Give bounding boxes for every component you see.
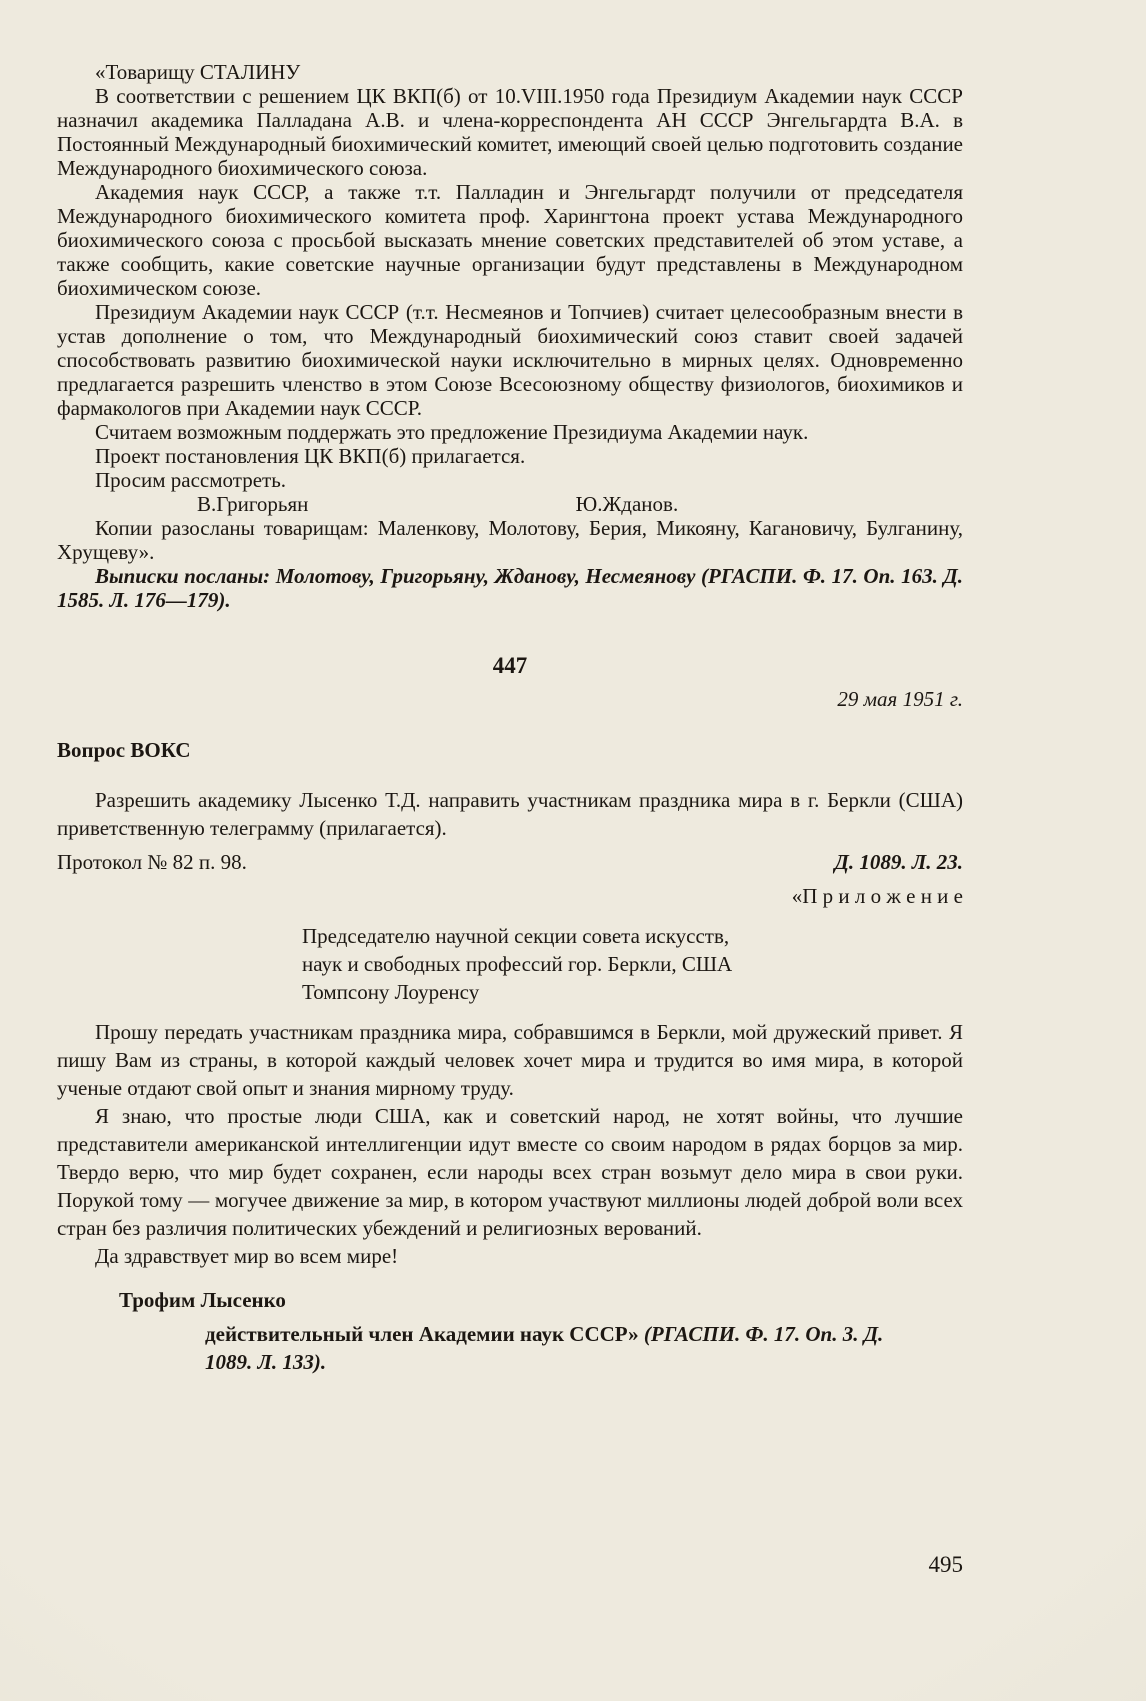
paragraph: Считаем возможным поддержать это предложение Президиума Академии наук. — [95, 420, 809, 444]
paragraph: Проект постановления ЦК ВКП(б) прилагается. — [95, 444, 526, 468]
signature-title-line — [205, 1320, 935, 1376]
paragraph: В соответствии с решением ЦК ВКП(б) от 10.VIII.1950 года Президиум Академии наук СССР назначил академика Палладана А.В. и члена-корреспондента АН СССР Энгельгардта В.А. в Постоянный Международный биохимический комитет, имеющий своей целью подготовить создание Международного биохимического союза. — [57, 84, 963, 180]
paragraph: Я знаю, что простые люди США, как и советский народ, не хотят войны, что лучшие представители американской интеллигенции идут вместе со своим народом в рядах борцов за мир. Твердо верю, что мир будет сохранен, если народы всех стран возьмут дело мира в свои руки. Порукой тому — могучее движение за мир, в котором участвуют миллионы людей доброй воли всех стран без различия политических убеждений и религиозных верований. — [57, 1104, 963, 1240]
page-content — [57, 60, 963, 1376]
paragraph: Разрешить академику Лысенко Т.Д. направить участникам праздника мира в г. Беркли (США) приветственную телеграмму (прилагается). — [57, 788, 963, 840]
paragraph: Просим рассмотреть. — [95, 468, 287, 492]
paragraph: Президиум Академии наук СССР (т.т. Несмеянов и Топчиев) считает целесообразным внести в устав дополнение о том, что Международный биохимический союз ставит своей задачей способствовать развитию биохимической науки исключительно в мирных целях. Одновременно предлагается разрешить членство в этом Союзе Всесоюзному обществу физиологов, биохимиков и фармакологов при Академии наук СССР. — [57, 300, 963, 420]
letter-salutation: «Товарищу СТАЛИНУ — [95, 60, 301, 84]
document-letter-to-stalin — [57, 60, 963, 612]
document-447 — [57, 652, 963, 1376]
archival-note: Выписки посланы: Молотову, Григорьяну, Жданову, Несмеянову (РГАСПИ. Ф. 17. Оп. 163. Д. 1585. Л. 176—179). — [57, 564, 963, 612]
addressee-line: Председателю научной секции совета искусств, — [302, 924, 730, 948]
paragraph: Академия наук СССР, а также т.т. Палладин и Энгельгардт получили от председателя Международного биохимического комитета проф. Харингтона проект устава Международного биохимического союза с просьбой высказать мнение советских представителей об этом уставе, а также сообщить, какие советские научные организации будут представлены в Международном биохимическом союзе. — [57, 180, 963, 300]
signatures-line — [57, 492, 963, 516]
signature-grigoryan: В.Григорьян — [197, 492, 309, 516]
archive-reference: (РГАСПИ. Ф. 17. Оп. 3. Д. 1089. Л. 133). — [205, 1322, 884, 1374]
signature-zhdanov: Ю.Жданов. — [575, 492, 679, 516]
signature-lysenko: Трофим Лысенко — [119, 1288, 286, 1312]
archive-reference: Д. 1089. Л. 23. — [834, 850, 963, 874]
paragraph: Прошу передать участникам праздника мира, собравшимся в Беркли, мой дружеский привет. Я пишу Вам из страны, в которой каждый человек хочет мира и трудится во имя мира, в которой ученые отдают свой опыт и знания мирному труду. — [57, 1020, 963, 1100]
page-number: 495 — [928, 1552, 963, 1577]
attachment-label: «П р и л о ж е н и е — [791, 884, 963, 908]
document-date: 29 мая 1951 г. — [837, 687, 963, 711]
addressee-block — [302, 922, 963, 1006]
paragraph-slogan: Да здравствует мир во всем мире! — [95, 1244, 399, 1268]
addressee-name: Томпсону Лоуренсу — [302, 980, 480, 1004]
addressee-line: наук и свободных профессий гор. Беркли, США — [302, 952, 733, 976]
signature-title: действительный член Академии наук СССР» — [205, 1322, 639, 1346]
protocol-line — [57, 848, 963, 876]
protocol-number: Протокол № 82 п. 98. — [57, 850, 247, 874]
paragraph-copies-sent: Копии разосланы товарищам: Маленкову, Молотову, Берия, Микояну, Кагановичу, Булганину, Хрущеву». — [57, 516, 963, 564]
document-number: 447 — [492, 653, 528, 678]
document-heading: Вопрос ВОКС — [57, 738, 191, 762]
